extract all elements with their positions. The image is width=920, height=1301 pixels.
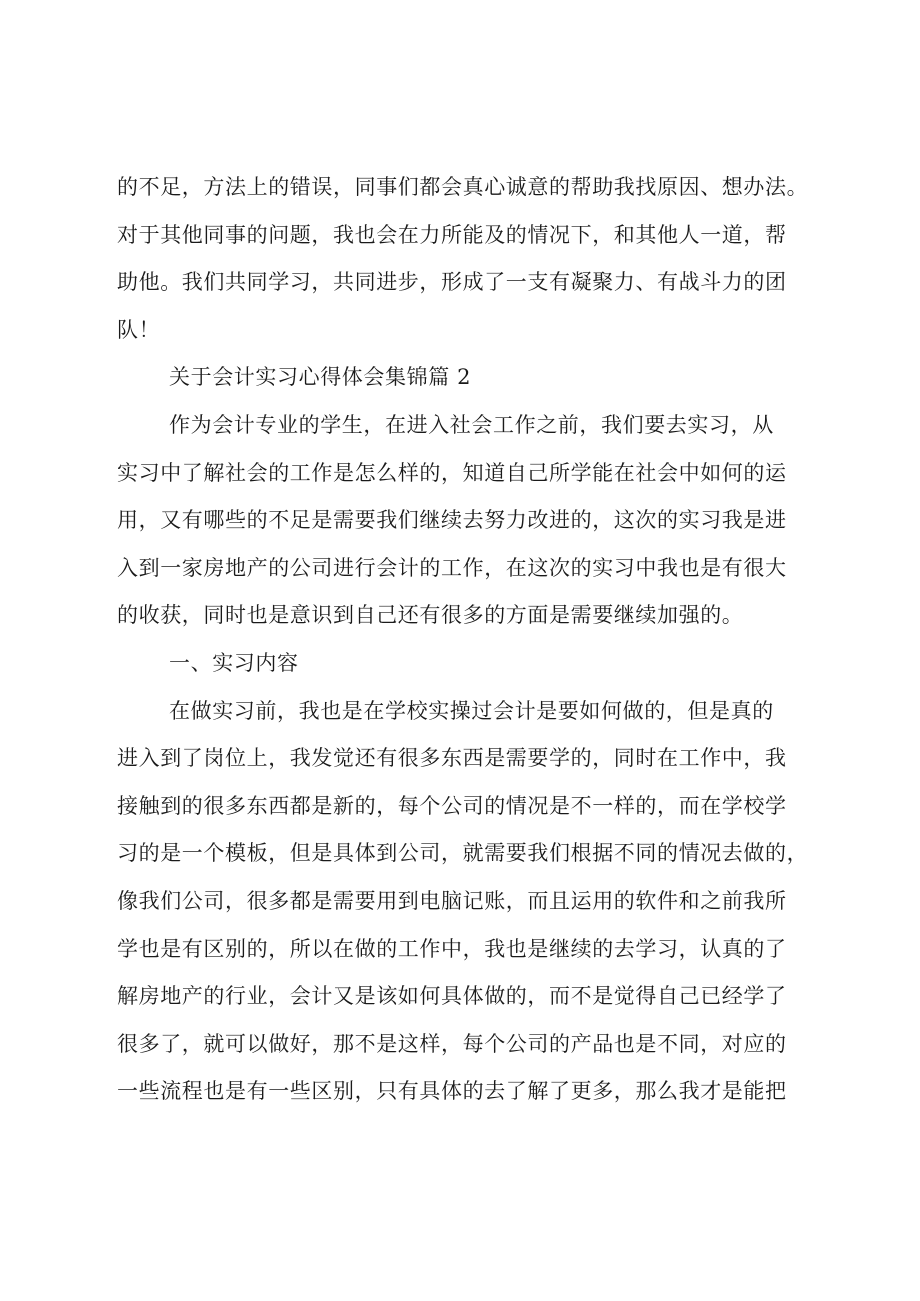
text-line: 一些流程也是有一些区别，只有具体的去了解了更多，那么我才是能把 <box>117 1079 787 1104</box>
text-line: 很多了，就可以做好，那不是这样，每个公司的产品也是不同，对应的 <box>117 1031 787 1056</box>
text-line: 助他。我们共同学习，共同进步，形成了一支有凝聚力、有战斗力的团 <box>117 270 787 295</box>
text-line: 在做实习前，我也是在学校实操过会计是要如何做的，但是真的 <box>169 698 774 723</box>
subsection-heading: 一、实习内容 <box>169 650 299 675</box>
text-line: 入到一家房地产的公司进行会计的工作，在这次的实习中我也是有很大 <box>117 555 787 580</box>
text-line: 用，又有哪些的不足是需要我们继续去努力改进的，这次的实习我是进 <box>117 508 787 533</box>
section-heading: 关于会计实习心得体会集锦篇 2 <box>169 365 472 390</box>
text-line: 的不足，方法上的错误，同事们都会真心诚意的帮助我找原因、想办法。 <box>117 175 809 199</box>
text-line: 的收获，同时也是意识到自己还有很多的方面是需要继续加强的。 <box>117 603 744 628</box>
text-line: 解房地产的行业，会计又是该如何具体做的，而不是觉得自己已经学了 <box>117 984 787 1009</box>
text-line: 实习中了解社会的工作是怎么样的，知道自己所学能在社会中如何的运 <box>117 460 787 485</box>
text-line: 习的是一个模板，但是具体到公司，就需要我们根据不同的情况去做的， <box>117 841 809 866</box>
text-line: 队！ <box>117 317 161 342</box>
document-body <box>117 164 829 1116</box>
text-line: 接触到的很多东西都是新的，每个公司的情况是不一样的，而在学校学 <box>117 793 787 818</box>
text-line: 像我们公司，很多都是需要用到电脑记账，而且运用的软件和之前我所 <box>117 888 787 913</box>
text-line: 对于其他同事的问题，我也会在力所能及的情况下，和其他人一道，帮 <box>117 222 787 247</box>
text-line: 进入到了岗位上，我发觉还有很多东西是需要学的，同时在工作中，我 <box>117 746 787 771</box>
text-line: 学也是有区别的，所以在做的工作中，我也是继续的去学习，认真的了 <box>117 936 787 961</box>
text-line: 作为会计专业的学生，在进入社会工作之前，我们要去实习，从 <box>169 412 774 437</box>
